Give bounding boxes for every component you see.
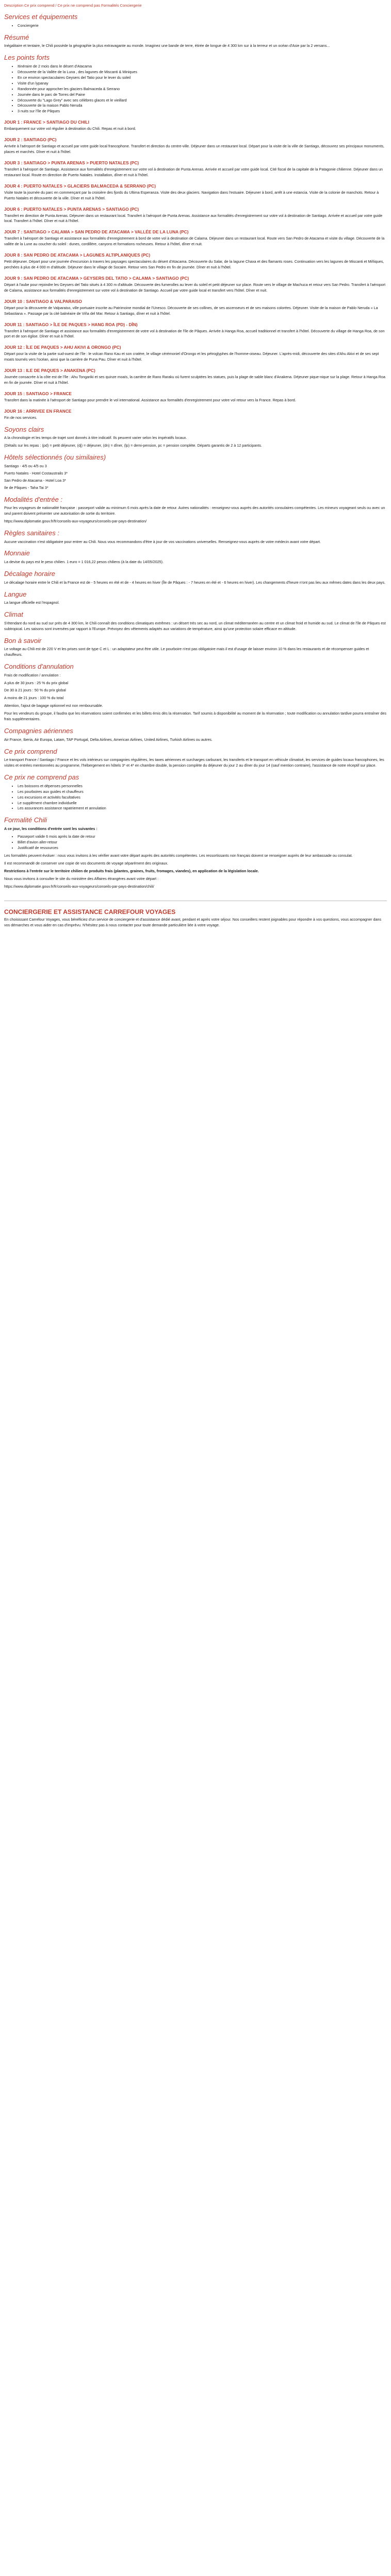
- day-title: JOUR 11 : SANTIAGO > ÎLE DE PAQUES > HANG ROA (PD) - DÎN): [4, 321, 138, 327]
- points-forts-item: • En ce environ spectaculaires Geysers del Tatio pour le lever du soleil: [18, 75, 387, 81]
- day-text: Fin de nos services.: [4, 415, 37, 420]
- day-block: [4, 299, 387, 317]
- langue-title: Langue: [4, 590, 27, 598]
- formalites-title: Formalité Chili: [4, 816, 47, 824]
- sante-text: Aucune vaccination n'est obligatoire pour entrer au Chili. Nous vous recommandons d'être à jour de vos vaccinations universelles. Renseignez-vous auprès de votre médecin avant votre départ.: [4, 539, 321, 544]
- meals-legend: (Détails sur les repas : (pd) = petit déjeuner, (dj) = déjeuner, (dn) = dîner, (lp) = demi-pension, pc = pension complète. Départs garantis de 2 à 12 participants.: [4, 443, 263, 448]
- conditions-item: De 30 à 21 jours : 50 % du prix global: [4, 688, 66, 693]
- day-text: Départ pour la découverte de Valparaiso, ville portuaire inscrite au Patrimoine mondial de l'Unesco. Découverte de ses collines, de ses ascenseurs et de ses maisons colorées. Déjeuner. Visite de la maison de Pablo Neruda « La Sebastiana ». Passage par la cité balnéaire de Viña del Mar. Retour à Santiago, dîner et nuit à l'hôtel.: [4, 305, 378, 316]
- decalage-title: Décalage horaire: [4, 569, 56, 578]
- day-block: [4, 252, 387, 270]
- conditions-item: A plus de 30 jours : 25 % du prix global: [4, 680, 69, 685]
- conseil-title: Soyons clairs: [4, 425, 44, 433]
- day-title: JOUR 7 : SANTIAGO > CALAMA > SAN PEDRO DE ATACAMA > VALLÉE DE LA LUNA (PC): [4, 229, 189, 235]
- climat-title: Climat: [4, 611, 23, 619]
- day-block: [4, 345, 387, 363]
- compagnies-text: Air France, Iberia, Air Europa, Latam, TAP Portugal, Delta Airlines, American Airlines, United Airlines, Turkish Airlines ou autres.: [4, 737, 213, 742]
- day-text: Départ à l'aube pour rejoindre les Geysers del Tatio situés à 4 300 m d'altitude. Découverte des fumerolles au lever du soleil et petit déjeuner sur place. Route vers le village de Machuca et retour vers San Pedro. Transfert à l'aéroport de Calama, assistance aux formalités d'enregistrement sur votre vol à destination de Santiago. Accueil par votre guide local et transfert vers l'hôtel. Dîner et nuit.: [4, 282, 386, 293]
- formalites-item: • Passeport valide 6 mois après la date de retour: [18, 834, 387, 840]
- sante-title: Règles sanitaires :: [4, 529, 59, 537]
- day-text: Visite toute la journée du parc en commençant par la croisière des fjords du Ultima Esperanza. Visite des deux glaciers. Navigation dans l'estuaire. Déjeuner à bord, arrêt à une estancia. Visite de la colonie de manchots. Retour à Puerto Natales et découverte de la ville. Dîner et nuit à l'hôtel.: [4, 190, 379, 200]
- ne-comprend-item: • Les boissons et dépenses personnelles: [18, 784, 387, 789]
- comprend-title: Ce prix comprend: [4, 747, 57, 755]
- day-title: JOUR 6 : PUERTO NATALES > PUNTA ARENAS > SANTIAGO (PC): [4, 206, 139, 212]
- day-text: Journée consacrée à la côte est de l'île : Ahu Tongariki et ses quinze moaïs, la carrière de Rano Raraku où furent sculptées les statues, puis la plage de sable blanc d'Anakena. Déjeuner pique-nique sur la plage. Retour à Hanga Roa en fin de journée. Dîner et nuit à l'hôtel.: [4, 375, 385, 385]
- day-block: [4, 137, 387, 155]
- monnaie-text: La devise du pays est le peso chilien. 1 euro = 1 016,22 pesos chiliens (à la date du 14/05/2025).: [4, 560, 164, 565]
- conditions-item: A moins de 21 jours : 100 % du total: [4, 696, 64, 701]
- day-title: JOUR 3 : SANTIAGO > PUNTA ARENAS > PUERTO NATALES (PC): [4, 160, 139, 165]
- ne-comprend-item: • Les assurances assistance rapatriement et annulation: [18, 806, 387, 811]
- day-title: JOUR 8 : SAN PEDRO DE ATACAMA > LAGUNES ALTIPLANIQUES (PC): [4, 252, 151, 258]
- hotel-item: Ile de Pâques - Taha Tai 3*: [4, 485, 48, 490]
- day-title: JOUR 15 : SANTIAGO > FRANCE: [4, 391, 72, 396]
- points-forts-title: Les points forts: [4, 54, 50, 62]
- day-block: [4, 207, 387, 225]
- day-title: JOUR 10 : SANTIAGO & VALPARAISO: [4, 298, 82, 304]
- conciergerie-text: En choisissant Carrefour Voyages, vous bénéficiez d'un service de conciergerie et d'assistance dédié avant, pendant et après votre séjour. Nos conseillers restent joignables pour répondre à vos questions, vous accompagner dans vos démarches et vous aider en cas d'imprévu. N'hésitez pas à nous contacter pour toute demande particulière liée à votre voyage.: [4, 917, 382, 927]
- description-line: Description Ce prix comprend / Ce prix ne comprend pas Formalités Conciergerie: [4, 3, 142, 8]
- modalites-title: Modalités d'entrée :: [4, 495, 63, 503]
- formalites-list: [4, 834, 387, 851]
- conditions-item: Attention, l'ajout de bagage optionnel est non remboursable.: [4, 703, 103, 708]
- day-title: JOUR 12 : ÎLE DE PAQUES > AHU AKIVI & ORONGO (PC): [4, 345, 121, 350]
- day-title: JOUR 4 : PUERTO NATALES > GLACIERS BALMACEDA & SERRANO (PC): [4, 183, 156, 189]
- conciergerie-title: CONCIERGERIE ET ASSISTANCE CARREFOUR VOYAGES: [4, 901, 387, 917]
- conditions-note: Pour les vendeurs du groupe, il faudra que les réservations soient confirmées et les billets émis dès la réservation. Tarif soumis à disponibilité au moment de la réservation ; toute modification ou annulation tardive pourra entraîner des frais supplémentaires.: [4, 711, 386, 722]
- points-forts-item: • Randonnée pour approcher les glaciers Balmaceda & Serrano: [18, 87, 387, 92]
- day-block: [4, 276, 387, 294]
- day-block: [4, 322, 387, 340]
- bon-a-savoir-title: Bon à savoir: [4, 636, 42, 645]
- points-forts-item: • Journée dans le parc de Torres del Paine: [18, 92, 387, 98]
- hotel-item: Santiago - 4/5 ou 4/5 ou 3: [4, 463, 47, 468]
- day-title: JOUR 2 : SANTIAGO (PC): [4, 137, 57, 143]
- points-forts-item: • Itinéraire de 2 mois dans le désert d'Atacama: [18, 64, 387, 70]
- hotel-item: San Pedro de Atacama - Hotel Loa 3*: [4, 478, 66, 483]
- formalites-item: • Justificatif de ressources: [18, 845, 387, 851]
- day-text: Petit déjeuner. Départ pour une journée d'excursion à travers les paysages spectaculaires du désert d'Atacama. Découverte du Salar, de la lagune Chaxa et des flamants roses. Continuation vers les lagunes de Miscanti et Miñiques, perchées à plus de 4 000 m d'altitude. Déjeuner dans le village de Socaire. Retour vers San Pedro en fin de journée. Dîner et nuit à l'hôtel.: [4, 259, 384, 270]
- bon-a-savoir-text: Le voltage au Chili est de 220 V et les prises sont de type C et L : un adaptateur peut être utile. Le pourboire n'est pas obligatoire mais il est d'usage de laisser environ 10 % dans les restaurants et de récompenser guides et chauffeurs.: [4, 647, 369, 657]
- comprend-text: Le transport France / Santiago / France et les vols intérieurs sur compagnies régulières, les taxes aériennes et surcharges carburant, les transferts et le transport en véhicule climatisé, les services de guides locaux francophones, les visites et entrées mentionnées au programme, l'hébergement en hôtels 3* et 4* en chambre double, la pension complète du déjeuner du jour 2 au dîner du jour 14 (sauf mention contraire), l'assistance de notre réceptif sur place.: [4, 757, 384, 768]
- modalites-link[interactable]: https://www.diplomatie.gouv.fr/fr/conseils-aux-voyageurs/conseils-par-pays-destination/: [4, 518, 147, 523]
- day-block: [4, 160, 387, 178]
- formalites-link-text: Nous vous invitons à consulter le site du ministère des Affaires étrangères avant votre départ :: [4, 876, 159, 881]
- resume-title: Résumé: [4, 33, 29, 41]
- resume-text: Inégalitaire et tentaire, le Chili possède la géographie la plus extravagante au monde. Imaginez une bande de terre, étirée de longue de 4 300 km sur à la terreur et un océan d'Asie par la 2 versans...: [4, 43, 330, 48]
- formalites-item: • Billet d'avion aller-retour: [18, 840, 387, 845]
- day-text: Transfert à l'aéroport de Santiago et assistance aux formalités d'enregistrement à bord de votre vol à destination de Calama. Déjeuner dans un restaurant local. Route vers San Pedro de Atacama et visite du village. Découverte de la vallée de la Lune au coucher du soleil : dunes, cordillère, canyons et formations rocheuses. Retour à l'hôtel, dîner et nuit.: [4, 236, 385, 247]
- day-block: [4, 391, 387, 403]
- monnaie-title: Monnaie: [4, 549, 30, 557]
- ne-comprend-title: Ce prix ne comprend pas: [4, 773, 79, 782]
- services-title: Services et équipements: [4, 13, 78, 21]
- hotel-item: Puerto Natales - Hotel Costaustralis 3*: [4, 470, 68, 476]
- day-text: Arrivée à l'aéroport de Santiago et accueil par votre guide local francophone. Transfert et direction du centre-ville. Déjeuner dans un restaurant local. Départ pour la visite de la ville de Santiago, découvrez ses principaux monuments, places et marchés. Dîner et nuit à l'hôtel.: [4, 144, 384, 155]
- day-title: JOUR 16 : ARRIVEE EN FRANCE: [4, 408, 72, 414]
- conditions-title: Conditions d'annulation: [4, 662, 74, 670]
- day-text: Transfert à l'aéroport de Santiago. Assistance aux formalités d'enregistrement sur votre vol à destination de Punta Arenas. Arrivée et accueil par votre guide local. Cité fiscal de la capitale de la Patagonie chilienne. Déjeuner dans un restaurant local. Route en direction de Puerto Natales. Installation, dîner et nuit à l'hôtel.: [4, 166, 383, 177]
- day-text: Embarquement sur votre vol régulier à destination du Chili. Repas et nuit à bord.: [4, 126, 136, 131]
- day-title: JOUR 1 : FRANCE > SANTIAGO DU CHILI: [4, 120, 89, 125]
- climat-text: S'étendant du nord au sud sur près de 4 300 km, le Chili connaît des conditions climatiques extrêmes : un désert très sec au nord, un climat méditerranéen au centre et un climat froid et humide au sud. Le climat de l'île de Pâques est subtropical. Les saisons sont inversées par rapport à l'Europe. Prévoyez des vêtements adaptés aux variations de température, ainsi qu'une protection solaire efficace en altitude.: [4, 620, 386, 631]
- ne-comprend-item: • Le supplément chambre individuelle: [18, 801, 387, 806]
- points-forts-item: • Découverte du "Lago Grey" avec ses célèbres glaces et le vieillard: [18, 98, 387, 104]
- day-text: Transfert à l'aéroport de Santiago et assistance aux formalités d'enregistrement de votre vol à destination de l'île de Pâques. Arrivée à Hanga Roa, accueil traditionnel et transfert à l'hôtel. Découverte du village de Hanga Roa, de son port et de son église. Dîner et nuit à l'hôtel.: [4, 328, 385, 339]
- day-text: Transfert en direction de Punta Arenas. Déjeuner dans un restaurant local. Transfert à l'aéroport de Punta Arenas. Assistance aux formalités d'enregistrement sur votre vol à destination de Santiago. Arrivée et accueil par votre guide local. Transfert à l'hôtel. Dîner et nuit à l'hôtel.: [4, 213, 383, 224]
- page: [0, 0, 391, 941]
- points-forts-item: • Découverte de la Vallée de la Luna , des lagunes de Miscanti & Miniques: [18, 70, 387, 75]
- ne-comprend-item: • Les pourboires aux guides et chauffeurs: [18, 789, 387, 795]
- ne-comprend-list: [4, 784, 387, 812]
- points-forts-item: • Visite d'un lypanay: [18, 81, 387, 87]
- points-forts-item: • 3 nuits sur l'île de Pâques: [18, 109, 387, 114]
- formalites-intro: A ce jour, les conditions d'entrée sont les suivantes :: [4, 826, 97, 831]
- points-forts-item: • Découverte de la maison Pablo Neruda: [18, 103, 387, 109]
- services-item: • Conciergerie: [18, 23, 387, 29]
- ne-comprend-item: • Les excursions et activités facultatives: [18, 795, 387, 801]
- day-block: [4, 368, 387, 386]
- conseil-text: A la chronologie et les temps de trajet sont donnés à titre indicatif. Ils peuvent varier selon les impératifs locaux.: [4, 435, 187, 440]
- points-forts-list: [4, 64, 387, 114]
- day-title: JOUR 13 : ILE DE PAQUES > ANAKENA (PC): [4, 368, 95, 374]
- modalites-text: Pour les voyageurs de nationalité française : passeport valide au minimum 6 mois après la date de retour. Autres nationalités : renseignez-vous auprès des autorités consulaires compétentes. Les mineurs voyageant seuls ou avec un seul parent doivent présenter une autorisation de sortie du territoire.: [4, 505, 385, 516]
- formalites-link[interactable]: https://www.diplomatie.gouv.fr/fr/conseils-aux-voyageurs/conseils-par-pays-destination/chili/: [4, 884, 154, 889]
- hotels-block: [4, 453, 387, 490]
- hotels-title: Hôtels sélectionnés (ou similaires): [4, 453, 106, 462]
- conditions-item: Frais de modification / annulation :: [4, 672, 61, 677]
- services-list: [4, 23, 387, 29]
- day-title: JOUR 9 : SAN PEDRO DE ATACAMA > GEYSERS DEL TATIO > CALAMA > SANTIAGO (PC): [4, 275, 189, 281]
- langue-text: La langue officielle est l'espagnol.: [4, 600, 60, 605]
- day-text: Transfert dans la matinée à l'aéroport de Santiago pour prendre le vol international. Assistance aux formalités d'enregistrement pour votre vol retour vers la France. Repas à bord.: [4, 397, 296, 402]
- compagnies-title: Compagnies aériennes: [4, 727, 73, 735]
- decalage-text: Le décalage horaire entre le Chili et la France est de - 5 heures en été et de - 4 heures en hiver (Île de Pâques : - 7 heures en été et - 6 heures en hiver). Les changements d'heure n'ont pas lieu aux mêmes dates dans les deux pays.: [4, 580, 386, 585]
- day-block: [4, 229, 387, 247]
- formalites-advice: Il est recommandé de conserver une copie de vos documents de voyage séparément des originaux.: [4, 860, 169, 866]
- day-block: [4, 183, 387, 201]
- formalites-restriction: Restrictions à l'entrée sur le territoire chilien de produits frais (plantes, graines, fruits, fromages, viandes), en application de la législation locale.: [4, 868, 259, 873]
- day-text: Départ pour la visite de la partie sud-ouest de l'île : le volcan Rano Kau et son cratère, le village cérémoniel d'Orongo et les pétroglyphes de l'homme-oiseau. Déjeuner. L'après-midi, découverte des sites d'Ahu Akivi et de ses sept moaïs tournés vers l'océan, ainsi que la carrière de Puna Pau. Dîner et nuit à l'hôtel.: [4, 351, 379, 362]
- day-block: [4, 409, 387, 421]
- formalites-note: Les formalités peuvent évoluer : nous vous invitons à les vérifier avant votre départ auprès des autorités compétentes. Les ressortissants non français doivent se renseigner auprès de leur ambassade ou consulat.: [4, 853, 353, 858]
- day-block: [4, 120, 387, 132]
